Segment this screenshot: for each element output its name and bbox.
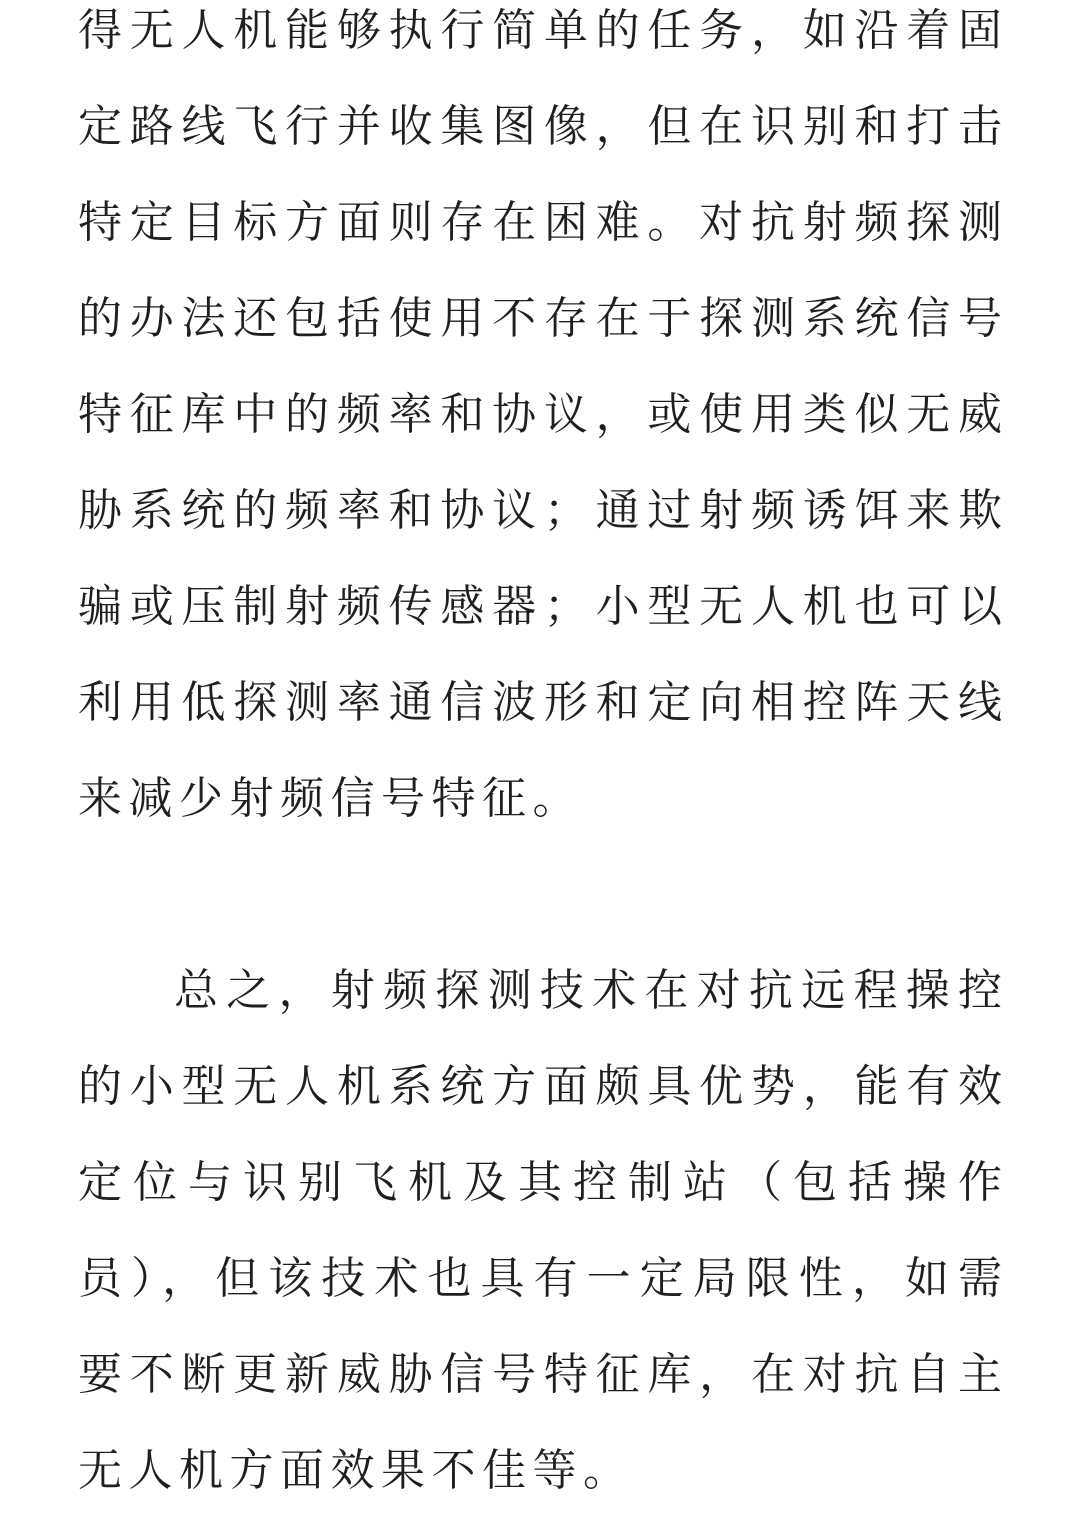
text-line: 来减少射频信号特征。 [78,773,583,824]
text-line: 利用低探测率通信波形和定向相控阵天线 [78,677,1002,728]
text-line: 要不断更新威胁信号特征库，在对抗自主 [78,1349,1002,1400]
text-line: 特征库中的频率和协议，或使用类似无威 [78,389,1002,440]
text-line: 定位与识别飞机及其控制站（包括操作 [78,1157,1002,1208]
paragraph [78,0,1002,847]
text-line: 特定目标方面则存在困难。对抗射频探测 [78,197,1002,248]
text-line: 的办法还包括使用不存在于探测系统信号 [78,293,1002,344]
paragraph [78,943,1002,1519]
text-line: 总之，射频探测技术在对抗远程操控 [174,965,1002,1016]
text-line: 的小型无人机系统方面颇具优势，能有效 [78,1061,1002,1112]
text-line: 员），但该技术也具有一定局限性，如需 [78,1253,1002,1304]
text-line: 胁系统的频率和协议；通过射频诱饵来欺 [78,485,1002,536]
text-line: 定路线飞行并收集图像，但在识别和打击 [78,101,1002,152]
text-line: 骗或压制射频传感器；小型无人机也可以 [78,581,1002,632]
text-line: 无人机方面效果不佳等。 [78,1445,634,1496]
text-line: 得无人机能够执行简单的任务，如沿着固 [78,5,1002,56]
